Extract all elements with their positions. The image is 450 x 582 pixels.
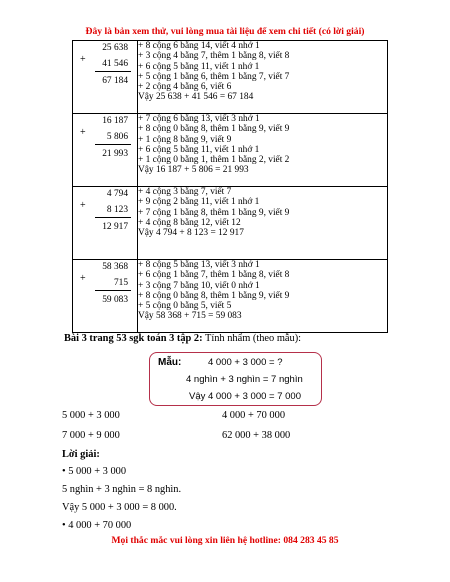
example-line-3: Vậy 4 000 + 3 000 = 7 000 — [189, 391, 301, 402]
sum-result: 21 993 — [102, 149, 128, 159]
step-line: Vậy 16 187 + 5 806 = 21 993 — [138, 165, 249, 176]
example-box — [149, 352, 322, 406]
step-line: + 8 cộng 5 bằng 13, viết 3 nhớ 1 — [138, 260, 260, 270]
explanation-steps — [138, 114, 388, 187]
step-line: + 2 cộng 4 bằng 6, viết 6 — [138, 82, 232, 93]
table-row — [73, 114, 388, 187]
step-line: + 3 cộng 4 bằng 7, thêm 1 bằng 8, viết 8 — [138, 51, 290, 62]
column-addition — [73, 114, 138, 187]
solution-line: • 4 000 + 70 000 — [62, 520, 132, 531]
exercise-prompt: Tính nhẩm (theo mẫu): — [204, 333, 302, 344]
example-label: Mẫu: — [158, 357, 182, 368]
plus-sign: + — [80, 273, 86, 284]
addend-1: 16 187 — [102, 116, 128, 126]
sum-line — [95, 290, 131, 291]
table-row — [73, 187, 388, 260]
step-line: + 5 cộng 0 bằng 5, viết 5 — [138, 301, 232, 312]
table-row — [73, 260, 388, 333]
addition-table — [72, 40, 388, 333]
exercise-title: Bài 3 trang 53 sgk toán 3 tập 2: — [64, 333, 203, 344]
addend-2: 41 546 — [102, 59, 128, 69]
step-line: + 4 cộng 8 bằng 12, viết 12 — [138, 217, 241, 228]
step-line: + 1 cộng 0 bằng 1, thêm 1 bằng 2, viết 2 — [138, 155, 290, 166]
step-line: + 4 cộng 3 bằng 7, viết 7 — [138, 187, 232, 197]
step-line: + 8 cộng 0 bằng 8, thêm 1 bằng 9, viết 9 — [138, 124, 290, 135]
step-line: + 1 cộng 8 bằng 9, viết 9 — [138, 134, 232, 145]
explanation-steps — [138, 260, 388, 333]
example-line-2: 4 nghìn + 3 nghìn = 7 nghìn — [186, 374, 303, 385]
sum-line — [95, 144, 131, 145]
step-line: + 3 cộng 7 bằng 10, viết 0 nhớ 1 — [138, 280, 260, 291]
column-addition — [73, 187, 138, 260]
problem-2: 4 000 + 70 000 — [222, 410, 286, 421]
step-line: Vậy 58 368 + 715 = 59 083 — [138, 311, 242, 322]
plus-sign: + — [80, 127, 86, 138]
addend-1: 4 794 — [106, 189, 128, 199]
hotline-notice: Mọi thắc mắc vui lòng xin liên hệ hotline: 084 283 45 85 — [111, 535, 339, 546]
plus-sign: + — [80, 54, 86, 65]
explanation-steps — [138, 187, 388, 260]
solution-heading: Lời giải: — [62, 449, 100, 460]
addend-1: 25 638 — [102, 43, 128, 53]
step-line: Vậy 25 638 + 41 546 = 67 184 — [138, 92, 254, 103]
sum-result: 67 184 — [102, 76, 128, 86]
problem-4: 62 000 + 38 000 — [222, 430, 291, 441]
addend-2: 5 806 — [106, 132, 128, 142]
step-line: + 6 cộng 5 bằng 11, viết 1 nhớ 1 — [138, 61, 260, 72]
sum-result: 59 083 — [102, 295, 128, 305]
exercise-heading — [64, 333, 301, 344]
problem-1: 5 000 + 3 000 — [62, 410, 120, 421]
step-line: + 7 cộng 1 bằng 8, thêm 1 bằng 9, viết 9 — [138, 207, 290, 218]
sum-result: 12 917 — [102, 222, 128, 232]
addend-2: 8 123 — [106, 205, 128, 215]
table-row — [73, 41, 388, 114]
plus-sign: + — [80, 200, 86, 211]
step-line: + 9 cộng 2 bằng 11, viết 1 nhớ 1 — [138, 197, 260, 208]
step-line: + 8 cộng 0 bằng 8, thêm 1 bằng 9, viết 9 — [138, 290, 290, 301]
step-line: Vậy 4 794 + 8 123 = 12 917 — [138, 228, 244, 239]
step-line: + 7 cộng 6 bằng 13, viết 3 nhớ 1 — [138, 114, 260, 124]
solution-line: Vậy 5 000 + 3 000 = 8 000. — [62, 502, 177, 513]
problem-3: 7 000 + 9 000 — [62, 430, 120, 441]
step-line: + 6 cộng 1 bằng 7, thêm 1 bằng 8, viết 8 — [138, 270, 290, 281]
step-line: + 6 cộng 5 bằng 11, viết 1 nhớ 1 — [138, 144, 260, 155]
solution-line: 5 nghìn + 3 nghìn = 8 nghìn. — [62, 484, 182, 495]
addend-1: 58 368 — [102, 262, 128, 272]
example-line-1: 4 000 + 3 000 = ? — [208, 357, 283, 368]
step-line: + 5 cộng 1 bằng 6, thêm 1 bằng 7, viết 7 — [138, 71, 290, 82]
addend-2: 715 — [113, 278, 128, 288]
solution-line: • 5 000 + 3 000 — [62, 466, 127, 477]
preview-notice: Đây là bản xem thử, vui lòng mua tài liệu để xem chi tiết (có lời giải) — [85, 26, 365, 37]
column-addition — [73, 260, 138, 333]
sum-line — [95, 71, 131, 72]
column-addition — [73, 41, 138, 114]
explanation-steps — [138, 41, 388, 114]
step-line: + 8 cộng 6 bằng 14, viết 4 nhớ 1 — [138, 41, 260, 51]
sum-line — [95, 217, 131, 218]
